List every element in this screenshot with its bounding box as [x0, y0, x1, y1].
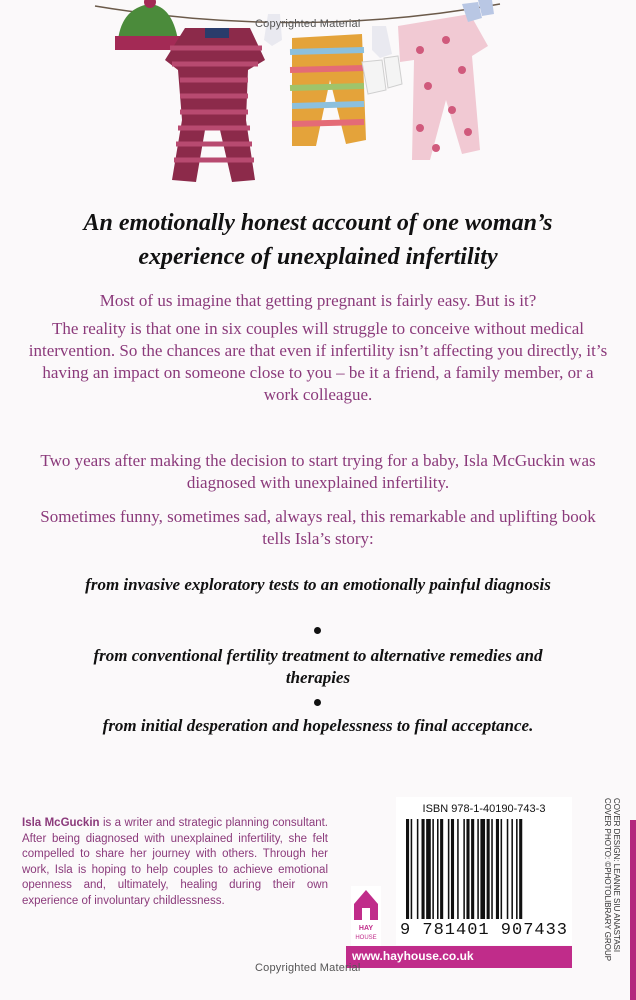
barcode-panel — [396, 797, 572, 945]
striped-leggings — [290, 34, 366, 146]
story-point-3: from initial desperation and hopelessness to final acceptance. — [102, 716, 534, 735]
publisher-website-link[interactable]: www.hayhouse.co.uk — [352, 949, 474, 963]
barcode-bar — [466, 819, 469, 919]
cover-headline: An emotionally honest account of one woman’s experience of unexplained infertility — [83, 210, 553, 270]
author-bio — [22, 816, 328, 910]
svg-text:HAY: HAY — [358, 925, 374, 932]
barcode-bar — [440, 819, 443, 919]
floral-sleepsuit — [398, 14, 488, 160]
barcode-bar — [507, 819, 509, 919]
barcode-bar — [422, 819, 425, 919]
barcode-bar — [463, 819, 465, 919]
baby-hat — [115, 0, 181, 50]
barcode-bar — [519, 819, 522, 919]
bullet-dot-icon — [314, 627, 321, 634]
striped-romper — [165, 28, 265, 182]
blurb-paragraph-1: Most of us imagine that getting pregnant is fairly easy. But is it? — [99, 291, 537, 310]
website-band — [346, 946, 572, 968]
barcode-bar — [451, 819, 454, 919]
barcode-bar — [448, 819, 450, 919]
story-point-1: from invasive exploratory tests to an emotionally painful diagnosis — [85, 575, 551, 594]
cover-credits — [603, 798, 621, 962]
story-point-2: from conventional fertility treatment to alternative remedies and therapies — [93, 646, 543, 687]
blurb-paragraph-4: Sometimes funny, sometimes sad, always real, this remarkable and uplifting book tells Isla’s story: — [40, 507, 596, 548]
bullet-dot-icon — [314, 699, 321, 706]
barcode-bar — [417, 819, 419, 919]
barcode-bar — [477, 819, 479, 919]
barcode-bar — [480, 819, 485, 919]
barcode-bar — [496, 819, 499, 919]
cover-photo-credit: COVER PHOTO: ©PHOTOLIBRARY GROUP — [603, 798, 612, 962]
barcode-bar — [457, 819, 459, 919]
barcode-bar — [432, 819, 434, 919]
clothesline-illustration — [0, 0, 636, 200]
barcode-bar — [437, 819, 439, 919]
barcode-bar — [491, 819, 493, 919]
barcode-digits: 9 781401 907433 — [399, 921, 569, 940]
booties — [362, 56, 402, 94]
barcode-bar — [426, 819, 431, 919]
watermark-top: Copyrighted Material — [255, 18, 361, 30]
barcode-bar — [487, 819, 490, 919]
barcode-bar — [471, 819, 474, 919]
watermark-bottom: Copyrighted Material — [255, 962, 361, 974]
author-name: Isla McGuckin — [22, 817, 100, 829]
isbn-label: ISBN 978-1-40190-743-3 — [422, 803, 546, 815]
barcode-bar — [406, 819, 409, 919]
hay-house-logo-icon — [351, 886, 381, 946]
svg-text:HOUSE: HOUSE — [355, 935, 377, 941]
barcode-bar — [411, 819, 413, 919]
barcode-bars — [406, 819, 562, 919]
spine-edge-stripe — [630, 820, 636, 1000]
author-bio-text: is a writer and strategic planning consultant. After being diagnosed with unexplained infertility, she felt compelled to share her journey with others. Through her work, Isla is hoping to help couples to achieve emotional openness and, ultimately, healing during their own experience of involuntary childlessness. — [22, 817, 328, 907]
blurb-paragraph-3: Two years after making the decision to start trying for a baby, Isla McGuckin was diagnosed with unexplained infertility. — [40, 451, 596, 492]
cover-design-credit: COVER DESIGN: LEANNE SIU ANASTASI — [612, 798, 621, 953]
blurb-paragraph-2: The reality is that one in six couples will struggle to conceive without medical intervention. So the chances are that even if infertility isn’t affecting you directly, it’s having an impact on someone close to you – be it a friend, a family member, or a work colleague. — [28, 319, 608, 404]
barcode-bar — [516, 819, 518, 919]
barcode-bar — [511, 819, 513, 919]
barcode-bar — [501, 819, 503, 919]
